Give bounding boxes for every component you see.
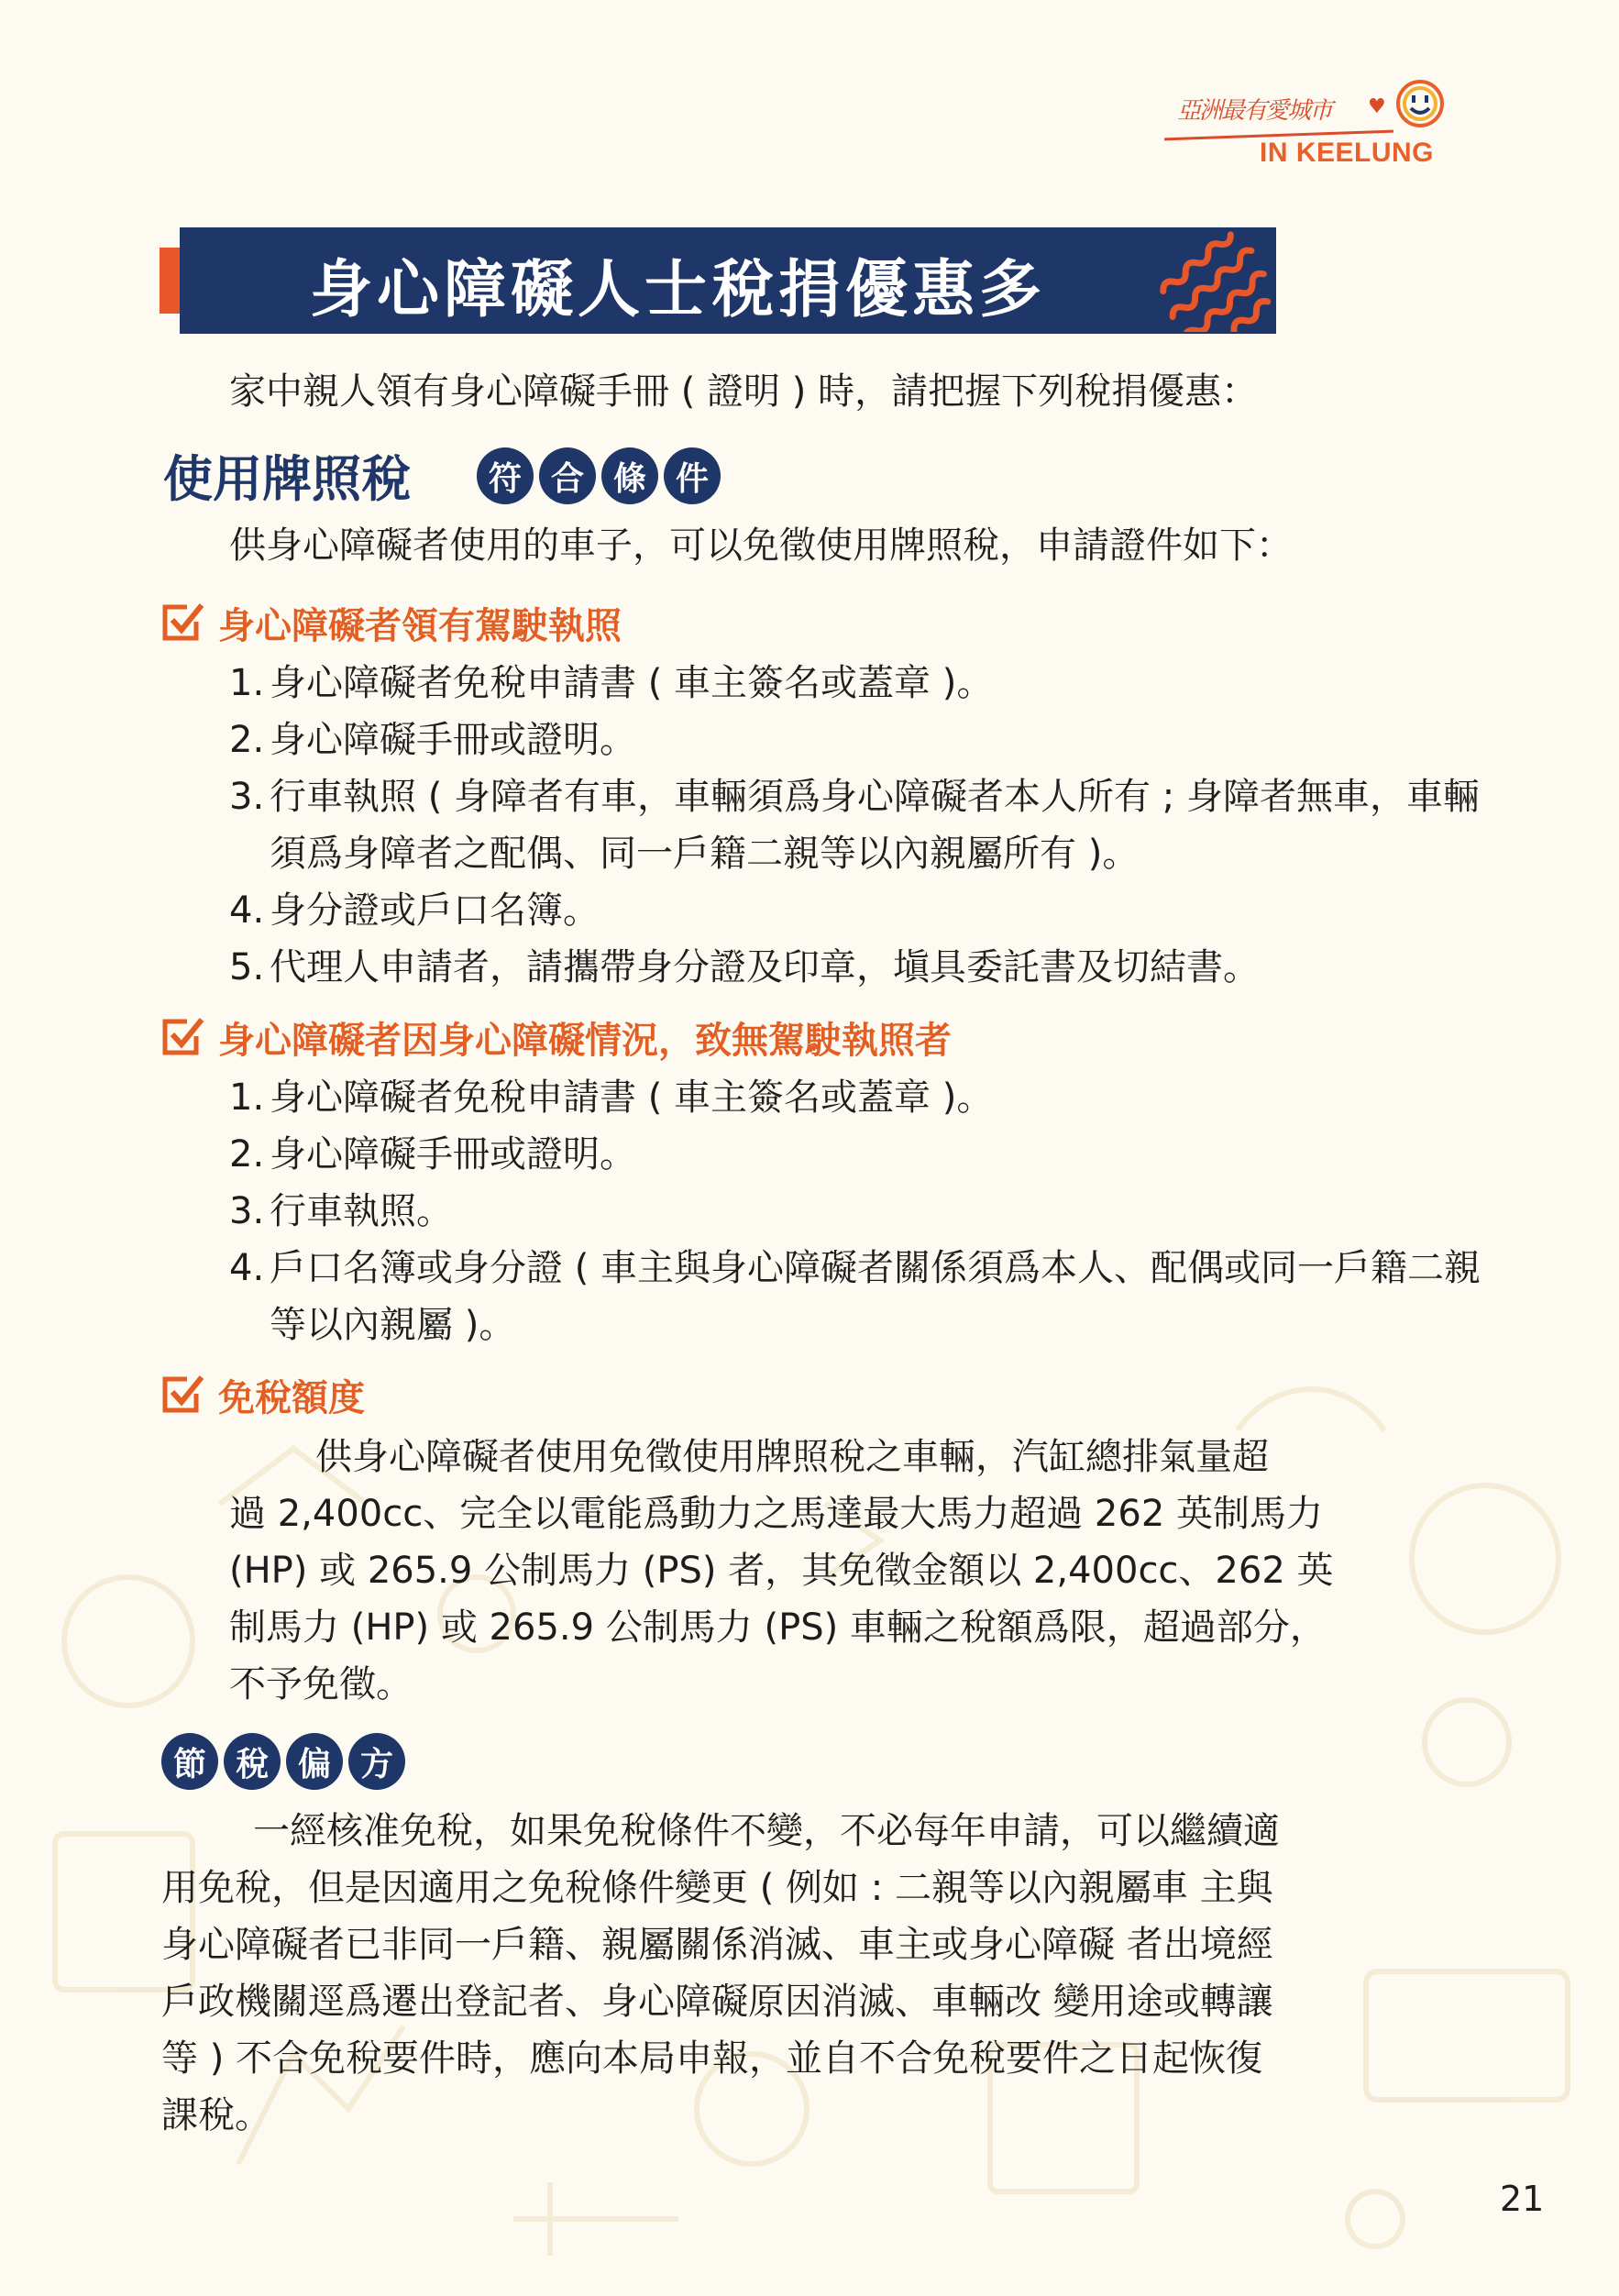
list-item: 1. 身心障礙者免稅申請書 ( 車主簽名或蓋章 )。 bbox=[229, 662, 994, 704]
logo-slogan: 亞洲最有愛城市 bbox=[1177, 97, 1332, 125]
list-with-license bbox=[229, 655, 1489, 996]
list-item: 2. 身心障礙手冊或證明。 bbox=[229, 719, 636, 761]
subheading-text: 身心障礙者領有駕駛執照 bbox=[218, 604, 622, 647]
subheading-with-license bbox=[160, 594, 622, 651]
wave-pattern-icon bbox=[1150, 229, 1276, 332]
tips-line: 課稅。 bbox=[161, 2094, 271, 2136]
tips-line: 等 ) 不合免稅要件時，應向本局申報，並自不合免稅要件之日起恢復 bbox=[161, 2037, 1263, 2080]
list-without-license bbox=[229, 1069, 1489, 1353]
tips-line: 身心障礙者已非同一戶籍、親屬關係消滅、車主或身心障礙 者出境經 bbox=[161, 1924, 1273, 1966]
tips-line: 一經核准免稅，如果免稅條件不變，不必每年申請，可以繼續適 bbox=[253, 1810, 1280, 1852]
logo-city-name: IN KEELUNG bbox=[1260, 138, 1435, 168]
subheading-text: 免稅額度 bbox=[218, 1376, 365, 1419]
checkbox-icon bbox=[160, 602, 205, 644]
tips-line: 用免稅，但是因適用之免稅條件變更 ( 例如 : 二親等以內親屬車 主與 bbox=[161, 1867, 1273, 1909]
list-item: 2. 身心障礙手冊或證明。 bbox=[229, 1133, 636, 1176]
list-item: 4. 戶口名簿或身分證 ( 車主與身心障礙者關係須爲本人、配偶或同一戶籍二親等以內親屬 )。 bbox=[229, 1247, 1481, 1346]
list-item: 5. 代理人申請者，請攜帶身分證及印章，塡具委託書及切結書。 bbox=[229, 946, 1260, 988]
intro-text: 家中親人領有身心障礙手冊 ( 證明 ) 時，請把握下列稅捐優惠： bbox=[229, 370, 1259, 413]
heart-icon: ♥ bbox=[1368, 95, 1386, 118]
exemption-line: 制馬力 (HP) 或 265.9 公制馬力 (PS) 車輛之稅額爲限，超過部分， bbox=[229, 1606, 1327, 1649]
exemption-line: 過 2,400cc、完全以電能爲動力之馬達最大馬力超過 262 英制馬力 bbox=[229, 1493, 1323, 1535]
smiley-icon bbox=[1393, 77, 1447, 130]
badge: 方 bbox=[348, 1733, 405, 1790]
checkbox-icon bbox=[160, 1374, 205, 1416]
badge: 合 bbox=[539, 447, 596, 504]
exemption-line: (HP) 或 265.9 公制馬力 (PS) 者，其免徵金額以 2,400cc、262 英 bbox=[229, 1550, 1334, 1592]
badge: 符 bbox=[477, 447, 534, 504]
badge: 節 bbox=[161, 1733, 218, 1790]
condition-badges bbox=[477, 447, 721, 504]
subheading-without-license bbox=[160, 1009, 952, 1065]
subheading-exemption bbox=[160, 1366, 365, 1423]
page-title: 身心障礙人士稅捐優惠多 bbox=[310, 254, 1047, 326]
tips-line: 戶政機關逕爲遷出登記者、身心障礙原因消滅、車輛改 變用途或轉讓 bbox=[161, 1981, 1273, 2023]
section-lead: 供身心障礙者使用的車子，可以免徵使用牌照稅，申請證件如下： bbox=[229, 524, 1293, 567]
section-title: 使用牌照稅 bbox=[163, 450, 411, 508]
city-logo bbox=[1164, 73, 1439, 174]
badge: 偏 bbox=[286, 1733, 343, 1790]
list-item: 1. 身心障礙者免稅申請書 ( 車主簽名或蓋章 )。 bbox=[229, 1076, 994, 1119]
badge: 稅 bbox=[224, 1733, 281, 1790]
tips-badges bbox=[161, 1733, 405, 1790]
checkbox-icon bbox=[160, 1016, 205, 1058]
list-item: 3. 行車執照 ( 身障者有車，車輛須爲身心障礙者本人所有 ; 身障者無車，車輛須爲身障者之配偶、同一戶籍二親等以內親屬所有 )。 bbox=[229, 776, 1480, 875]
subheading-text: 身心障礙者因身心障礙情況，致無駕駛執照者 bbox=[218, 1019, 952, 1062]
badge: 件 bbox=[664, 447, 721, 504]
exemption-line: 不予免徵。 bbox=[229, 1663, 413, 1705]
exemption-line: 供身心障礙者使用免徵使用牌照稅之車輛，汽缸總排氣量超 bbox=[315, 1436, 1269, 1478]
list-item: 3. 行車執照。 bbox=[229, 1190, 453, 1232]
badge: 條 bbox=[601, 447, 658, 504]
page-number: 21 bbox=[1500, 2179, 1545, 2219]
list-item: 4. 身分證或戶口名簿。 bbox=[229, 889, 600, 932]
